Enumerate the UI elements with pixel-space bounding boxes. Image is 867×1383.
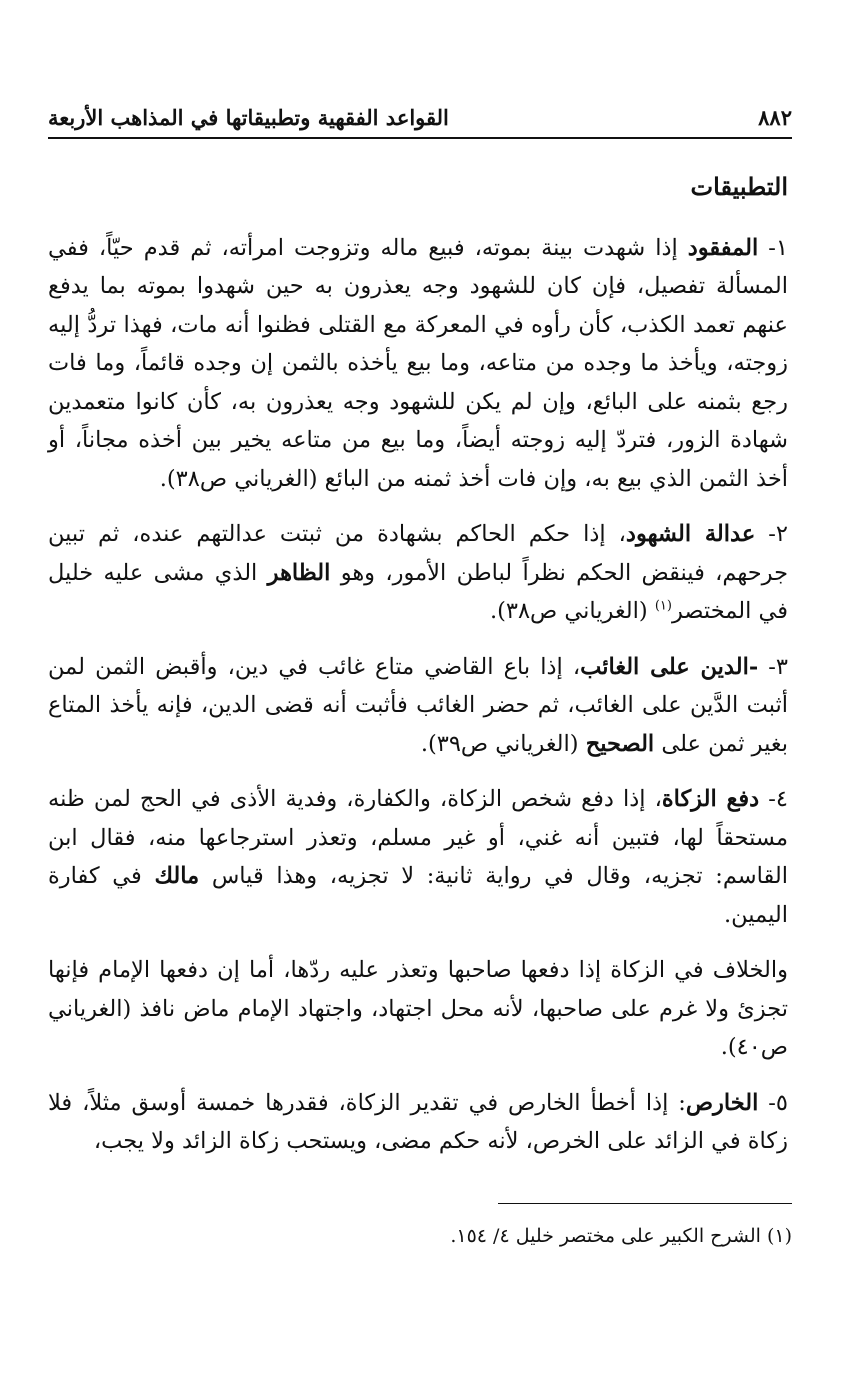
paragraph-item-3 (48, 648, 792, 764)
item-text: الذي مشى عليه خليل في المختصر (48, 559, 788, 624)
item-text: ، إذا دفع شخص الزكاة، والكفارة، وفدية الأذى في الحج لمن ظنه مستحقاً لها، فتبين أنه غني، أو غير مسلم، وتعذر استرجاعها منه، فقال ابن القاسم: تجزيه، وقال في رواية ثانية: لا تجزيه، وهذا قياس (48, 786, 789, 889)
paragraph-item-2 (48, 515, 792, 631)
book-title: القواعد الفقهية وتطبيقاتها في المذاهب الأربعة (48, 105, 449, 130)
paragraph-item-1 (48, 229, 792, 499)
section-title: التطبيقات (690, 172, 788, 201)
footnote-divider (498, 1203, 792, 1204)
item-term: -الدين على الغائب (580, 653, 759, 680)
item-number: ٢- (755, 521, 788, 547)
item-term: عدالة الشهود (625, 521, 756, 547)
running-header (48, 98, 792, 130)
item-text: ، إذا باع القاضي متاع غائب في دين، وأقبض الثمن لمن أثبت الدَّين على الغائب، ثم حضر الغائب فأثبت أنه قضى الدين، فإنه يأخذ المتاع بغير ثمن على (48, 653, 788, 757)
item-term: دفع الزكاة (661, 786, 760, 812)
footnote-reference[interactable]: (١) (654, 598, 672, 614)
item-text: : إذا أخطأ الخارص في تقدير الزكاة، فقدرها خمسة أوسق مثلاً، فلا زكاة في الزائد على الخرص، لأنه حكم مضى، ويستحب زكاة الزائد ولا يجب، (48, 1089, 788, 1154)
header-divider (48, 137, 792, 139)
item-term: المفقود (687, 234, 759, 261)
page-number: ٨٨٢ (758, 105, 792, 130)
item-term-emphasis: مالك (154, 863, 200, 889)
item-term-emphasis: الصحيح (585, 730, 655, 757)
item-number: ٤- (759, 786, 788, 812)
item-term-emphasis: الظاهر (267, 559, 331, 586)
item-number: ١- (758, 234, 788, 261)
item-text: إذا شهدت بينة بموته، فبيع ماله وتزوجت امرأته، ثم قدم حيّاً، ففي المسألة تفصيل، فإن كان للشهود وجه يعذرون به حين شهدوا بموته بما يدفع عنهم تعمد الكذب، كأن رأوه في المعركة مع القتلى فظنوا أنه مات، فهذا تردُّ إليه زوجته، ويأخذ ما وجده من متاعه، وما بيع يأخذه بالثمن إن وجده قائماً، وما فات رجع بثمنه على البائع، وإن لم يكن للشهود وجه يعذرون به، كأن كانوا متعمدين شهادة الزور، فتردّ إليه زوجته أيضاً، وما بيع من متاعه يخير بين أخذه مجاناً، أو أخذ الثمن الذي بيع به، وإن فات أخذ ثمنه من البائع (الغرياني ص٣٨). (48, 234, 788, 492)
item-text: (الغرياني ص٣٨). (489, 598, 655, 624)
paragraph-item-4 (48, 780, 792, 934)
item-number: ٥- (758, 1089, 788, 1116)
item-text: (الغرياني ص٣٩). (420, 730, 586, 757)
paragraph-item-5 (48, 1084, 792, 1161)
item-text: في كفارة اليمين. (48, 863, 788, 928)
item-term: الخارص (685, 1089, 759, 1116)
footnote: (١) الشرح الكبير على مختصر خليل ٤/ ١٥٤. (450, 1225, 792, 1247)
paragraph-continuation (48, 951, 792, 1067)
item-number: ٣- (758, 653, 788, 680)
item-text: ، إذا حكم الحاكم بشهادة من ثبتت عدالتهم عنده، ثم تبين جرحهم، فينقض الحكم نظراً لباطن الأمور، وهو (48, 521, 788, 586)
item-text: والخلاف في الزكاة إذا دفعها صاحبها وتعذر عليه ردّها، أما إن دفعها الإمام فإنها تجزئ ولا غرم على صاحبها، لأنه محل اجتهاد، واجتهاد الإمام ماض نافذ (الغرياني ص٤٠). (48, 957, 788, 1060)
page-body (48, 168, 792, 1178)
